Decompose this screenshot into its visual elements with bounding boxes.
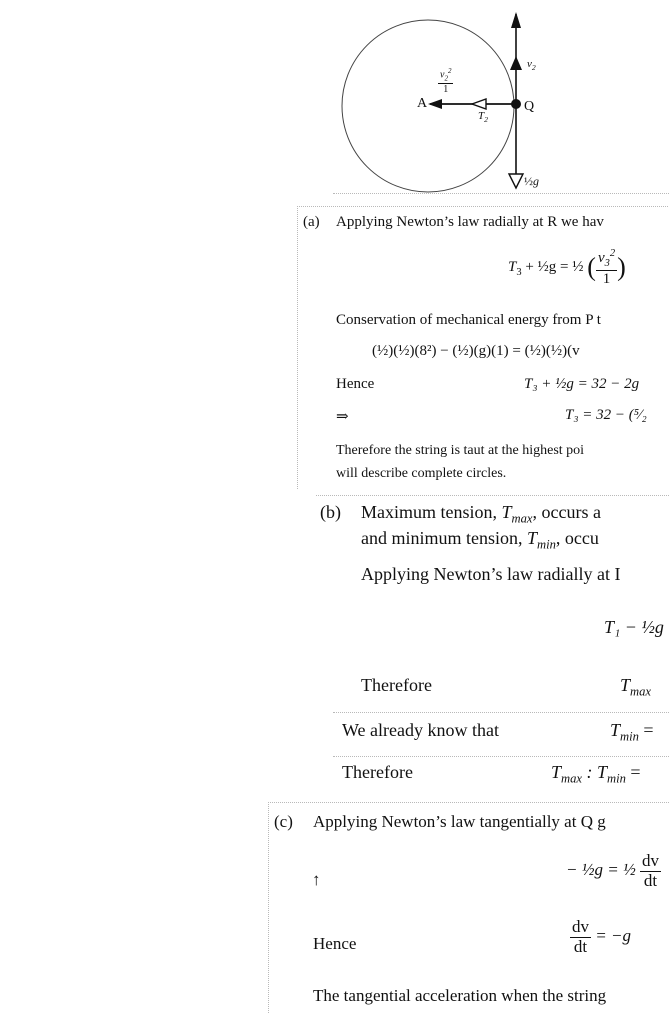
velocity-arrowhead <box>510 56 522 70</box>
acceleration-arrowhead <box>428 99 442 109</box>
part-b-line1: Maximum tension, $T_{max}$, occurs a <box>361 502 601 526</box>
part-b-label: (b) <box>320 502 341 522</box>
divider-b <box>316 495 669 496</box>
part-a-energy-eq: (½)(½)(8²) − (½)(g)(1) = (½)(½)(v <box>372 343 580 359</box>
part-c-eq1: − ½g = ½ $\frac{dv}{dt}$ <box>566 851 659 890</box>
part-a-label: (a) <box>303 214 320 230</box>
circular-path <box>342 20 514 192</box>
part-c-label: (c) <box>274 812 293 831</box>
label-half-g: ½g <box>524 174 539 188</box>
part-c-last-line: The tangential acceleration when the string <box>313 986 607 1005</box>
top-arrowhead <box>511 12 521 28</box>
part-c-eq2: $\frac{dv}{dt}$ = −g <box>572 917 631 956</box>
part-a-hence-label: Hence <box>336 376 375 392</box>
tension-arrowhead <box>472 99 486 109</box>
label-a: A <box>417 96 428 111</box>
part-b-line3: Applying Newton’s law radially at I <box>361 564 621 584</box>
part-b-therefore-label: Therefore <box>361 675 432 695</box>
label-acceleration: $\frac{v_2^2}{1}$ <box>440 67 452 96</box>
part-b-ratio-eq: $T_{max}$ : $T_{min}$ = <box>551 762 641 786</box>
part-c-box <box>268 802 669 1013</box>
part-a-eq1: $T_3$ + ½g = ½ ( $\frac{v_3^2}{1}$ ) <box>508 248 626 287</box>
part-a-intro: Applying Newton’s law radially at R we hav <box>336 214 604 230</box>
part-a-conclusion-2: will describe complete circles. <box>336 466 507 481</box>
divider-b2 <box>333 712 669 713</box>
gravity-arrowhead <box>509 174 523 188</box>
part-c-arrow: ↑ <box>312 870 321 889</box>
divider-top <box>333 193 669 194</box>
part-a-implies-eq: T₃ = 32 − (⁵⁄₂ <box>565 407 647 423</box>
part-b-ratio-label: Therefore <box>342 762 413 782</box>
part-b-line2: and minimum tension, $T_{min}$, occu <box>361 528 599 552</box>
divider-b3 <box>333 756 669 757</box>
part-b-know-eq: $T_{min}$ = <box>610 720 654 744</box>
label-v2: $v_2$ <box>527 58 536 73</box>
part-a-conclusion-1: Therefore the string is taut at the highest poi <box>336 443 585 458</box>
label-q: Q <box>524 99 535 114</box>
part-a-energy-line: Conservation of mechanical energy from P t <box>336 312 601 328</box>
part-a-implies-label: ⇒ <box>336 409 349 425</box>
particle-q <box>511 99 521 109</box>
part-c-intro: Applying Newton’s law tangentially at Q g <box>313 812 606 831</box>
part-a-hence-eq: T₃ + ½g = 32 − 2g <box>524 376 640 392</box>
part-b-know-label: We already know that <box>342 720 499 740</box>
label-t2: $T_2$ <box>478 110 488 125</box>
part-b-therefore-eq: $T_{max}$ <box>620 675 651 699</box>
part-c-hence-label: Hence <box>313 934 357 953</box>
part-b-eq1: T₁ − ½g <box>604 617 664 637</box>
